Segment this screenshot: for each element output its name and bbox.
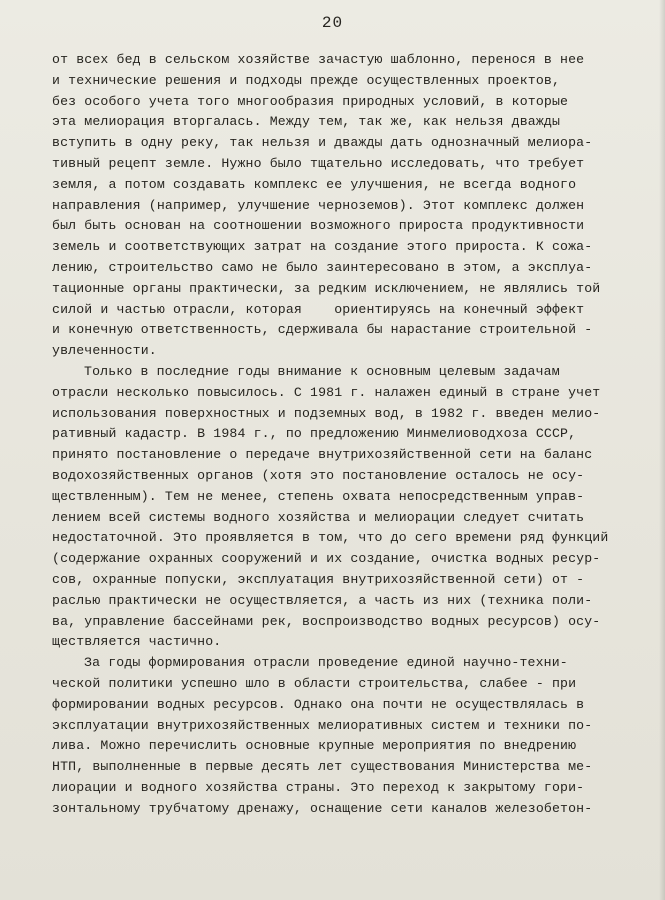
text-line: принято постановление о передаче внутрихозяйственной сети на баланс [52, 447, 593, 463]
text-line: недостаточной. Это проявляется в том, что до сего времени ряд функций [52, 530, 609, 546]
text-line: отрасли несколько повысилось. С 1981 г. налажен единый в стране учет [52, 384, 601, 400]
text-line: тационные органы практически, за редким исключением, не являлись той [52, 280, 601, 296]
text-line: За годы формирования отрасли проведение единой научно-техни- [84, 655, 568, 671]
paragraph [52, 50, 642, 362]
text-line: и технические решения и подходы прежде осуществленных проектов, [52, 72, 561, 88]
text-line: силой и частью отрасли, которая ориентируясь на конечный эффект [52, 301, 585, 317]
text-line: был быть основан на соотношении возможного прироста продуктивности [52, 218, 585, 234]
text-line: от всех бед в сельском хозяйстве зачастую шаблонно, перенося в нее [52, 52, 585, 67]
text-line: формировании водных ресурсов. Однако она почти не осуществлялась в [52, 696, 585, 712]
paragraph [52, 362, 642, 653]
text-line: (содержание охранных сооружений и их создание, очистка водных ресур- [52, 551, 601, 567]
text-line: эксплуатации внутрихозяйственных мелиоративных систем и техники по- [52, 717, 593, 733]
page-edge-shadow [659, 0, 665, 900]
text-line: земель и соответствующих затрат на создание этого прироста. К сожа- [52, 239, 593, 255]
text-line: ческой политики успешно шло в области строительства, слабее - при [52, 675, 577, 691]
text-line: водохозяйственных органов (хотя это постановление осталось не осу- [52, 467, 585, 483]
text-line: раслью практически не осуществляется, а часть из них (техника поли- [52, 592, 593, 608]
text-line: НТП, выполненные в первые десять лет существования Министерства ме- [52, 759, 593, 775]
text-line: лиорации и водного хозяйства страны. Это переход к закрытому гори- [52, 779, 585, 795]
text-line: увлеченности. [52, 343, 157, 359]
text-line: и конечную ответственность, сдерживала бы нарастание строительной - [52, 322, 593, 338]
text-line: лению, строительство само не было заинтересовано в этом, а эксплуа- [52, 259, 593, 275]
text-line: ва, управление бассейнами рек, воспроизводство водных ресурсов) осу- [52, 613, 601, 629]
text-line: лива. Можно перечислить основные крупные мероприятия по внедрению [52, 738, 577, 754]
text-line: направления (например, улучшение черноземов). Этот комплекс должен [52, 197, 585, 213]
text-line: земля, а потом создавать комплекс ее улучшения, не всегда водного [52, 176, 577, 192]
text-line: тивный рецепт земле. Нужно было тщательно исследовать, что требует [52, 155, 585, 171]
text-line: без особого учета того многообразия природных условий, в которые [52, 93, 569, 109]
text-line: Только в последние годы внимание к основным целевым задачам [84, 363, 560, 379]
text-line: ществленным). Тем не менее, степень охвата непосредственным управ- [52, 488, 585, 504]
page-number: 20 [321, 14, 344, 32]
text-line: зонтальному трубчатому дренажу, оснащение сети каналов железобетон- [52, 800, 593, 816]
text-line: эта мелиорация вторгалась. Между тем, так же, как нельзя дважды [52, 114, 561, 130]
text-line: вступить в одну реку, так нельзя и дважды дать однозначный мелиора- [52, 135, 593, 151]
text-line: сов, охранные попуски, эксплуатация внутрихозяйственной сети) от - [52, 571, 585, 587]
paragraph [52, 653, 642, 819]
text-line: ществляется частично. [52, 634, 222, 650]
text-line: использования поверхностных и подземных вод, в 1982 г. введен мелио- [52, 405, 601, 421]
body-text [52, 50, 642, 819]
text-line: лением всей системы водного хозяйства и мелиорации следует считать [52, 509, 585, 525]
text-line: ративный кадастр. В 1984 г., по предложению Минмелиоводхоза СССР, [52, 426, 577, 442]
